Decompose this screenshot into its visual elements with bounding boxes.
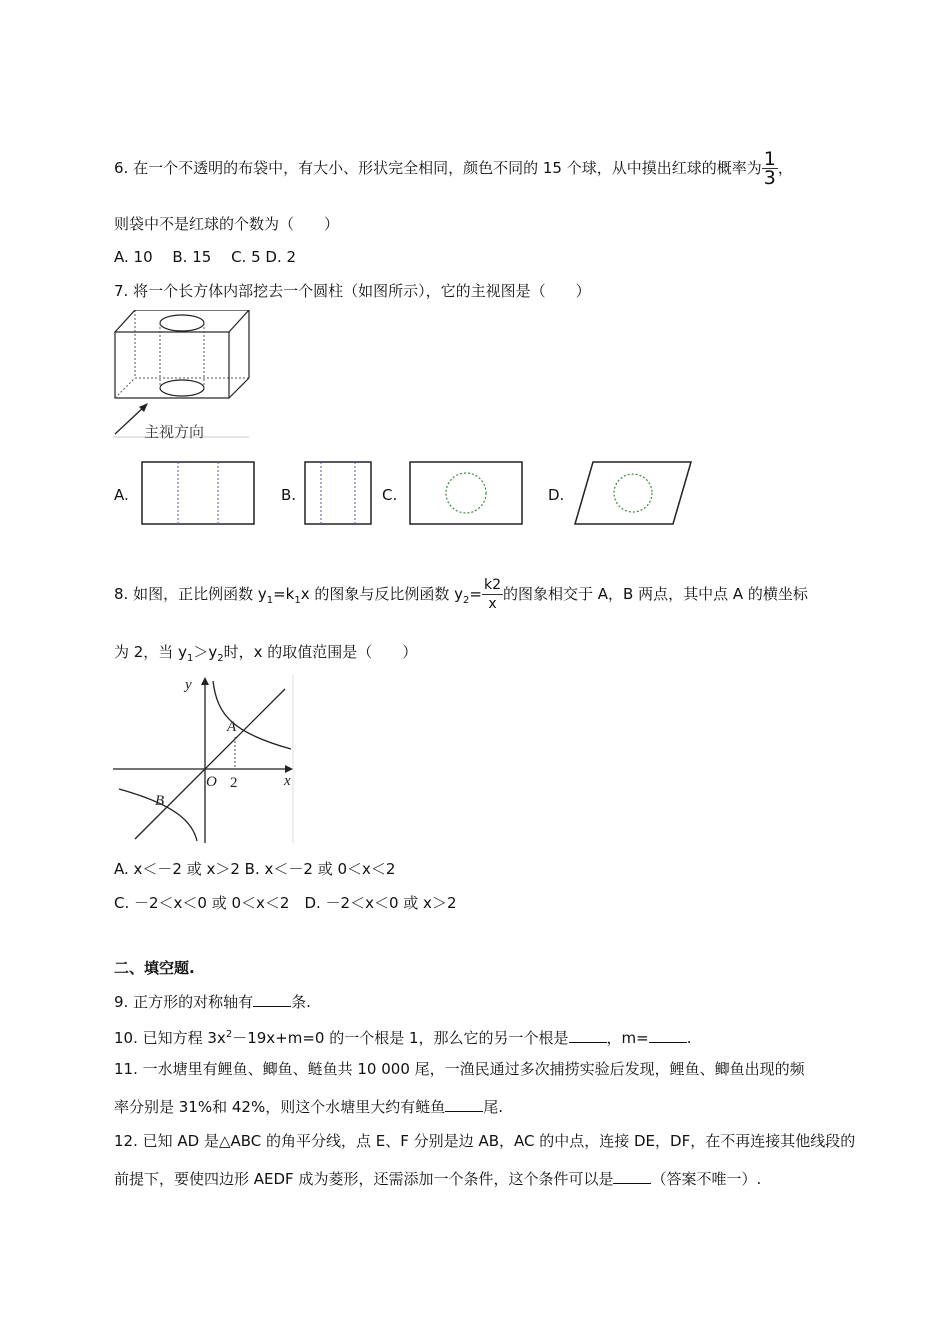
q8-line2-a: 为 2，当 y — [114, 643, 187, 661]
q7-cuboid-figure — [113, 310, 253, 438]
q8-frac-num: k2 — [484, 577, 502, 593]
q8-line1 — [114, 574, 808, 621]
q6-fraction — [762, 150, 778, 187]
q6-text-b: ， — [777, 159, 793, 177]
q8-sub1: 1 — [266, 595, 274, 606]
q8-fraction — [482, 576, 503, 613]
q9-text-b: 条. — [291, 993, 311, 1011]
q12-blank[interactable] — [613, 1169, 651, 1184]
tick-2-label: 2 — [230, 775, 238, 791]
q9-blank[interactable] — [253, 992, 291, 1007]
q8-line2-c: 时，x 的取值范围是（ ） — [223, 643, 418, 661]
q6-options: A. 10 B. 15 C. 5 D. 2 — [114, 248, 297, 266]
q6-line2: 则袋中不是红球的个数为（ ） — [114, 215, 340, 233]
q6-frac-num: 1 — [763, 148, 776, 170]
q7-option-a-label: A. — [114, 486, 129, 504]
q8-text-a: 8. 如图，正比例函数 y — [114, 585, 267, 603]
q8-graph — [113, 675, 298, 845]
q10-text-c: ，m= — [606, 1029, 649, 1047]
q12-line2 — [114, 1169, 761, 1189]
q10-blank-2[interactable] — [649, 1028, 687, 1043]
q8-text-d: = — [469, 585, 482, 603]
q8-line2 — [114, 642, 417, 669]
q6-frac-den: 3 — [763, 167, 776, 189]
section2-title: 二、填空题. — [114, 959, 195, 977]
q7-option-a-figure — [140, 460, 258, 526]
q8-options-1: A. x＜－2 或 x＞2 B. x＜－2 或 0＜x＜2 — [114, 860, 396, 878]
q12-line2-b: （答案不唯一）. — [651, 1170, 762, 1188]
q10-line — [114, 1025, 692, 1048]
origin-label: O — [206, 774, 217, 790]
q7-option-d-label: D. — [548, 486, 565, 504]
q6-text-a: 6. 在一个不透明的布袋中，有大小、形状完全相同，颜色不同的 15 个球，从中摸出红球的概率为 — [114, 159, 762, 177]
q12-line2-a: 前提下，要使四边形 AEDF 成为菱形，还需添加一个条件，这个条件可以是 — [114, 1170, 614, 1188]
proportional-line — [135, 689, 285, 839]
q7-text: 7. 将一个长方体内部挖去一个圆柱（如图所示），它的主视图是（ ） — [114, 282, 591, 300]
q6-line1 — [114, 150, 793, 187]
q11-line2-b: 尾. — [483, 1098, 503, 1116]
q10-blank-1[interactable] — [569, 1028, 607, 1043]
q11-line2 — [114, 1097, 503, 1117]
q7-option-b-label: B. — [281, 486, 297, 504]
q7-option-b-figure — [303, 460, 375, 526]
q8-line2-sub2: 2 — [217, 653, 224, 664]
q7-option-c-label: C. — [382, 486, 398, 504]
q8-sub-k1: 1 — [294, 595, 301, 606]
q8-options-2: C. －2＜x＜0 或 0＜x＜2 D. －2＜x＜0 或 x＞2 — [114, 894, 457, 912]
point-a-label: A — [227, 719, 237, 735]
q8-sub2: 2 — [463, 595, 470, 606]
q10-text-d: . — [686, 1029, 692, 1047]
q8-text-e: 的图象相交于 A，B 两点，其中点 A 的横坐标 — [503, 585, 808, 603]
q8-text-c: x 的图象与反比例函数 y — [300, 585, 464, 603]
q8-text-b: =k — [273, 585, 295, 603]
q9-text-a: 9. 正方形的对称轴有 — [114, 993, 254, 1011]
point-b-label: B — [155, 793, 165, 809]
q11-blank[interactable] — [445, 1097, 483, 1112]
q10-text-a: 10. 已知方程 3x — [114, 1029, 226, 1047]
q9-line — [114, 992, 311, 1012]
q7-option-c-figure — [408, 460, 526, 526]
hyperbola-branch-1 — [213, 681, 291, 749]
q10-sup: 2 — [225, 1029, 233, 1040]
q10-text-b: －19x+m=0 的一个根是 1，那么它的另一个根是 — [232, 1029, 569, 1047]
view-direction-label: 主视方向 — [144, 423, 205, 441]
q11-line2-a: 率分别是 31%和 42%，则这个水塘里大约有鲢鱼 — [114, 1098, 446, 1116]
q8-line2-sub1: 1 — [186, 653, 194, 664]
q8-frac-den: x — [488, 596, 497, 612]
q7-option-d-figure — [573, 460, 695, 526]
q8-line2-b: ＞y — [193, 643, 218, 661]
q12-line1: 12. 已知 AD 是△ABC 的角平分线，点 E、F 分别是边 AB，AC 的中点，连接 DE，DF，在不再连接其他线段的 — [114, 1132, 856, 1150]
y-label: y — [185, 677, 192, 693]
x-label: x — [284, 773, 291, 789]
q11-line1: 11. 一水塘里有鲤鱼、鲫鱼、鲢鱼共 10 000 尾，一渔民通过多次捕捞实验后发现，鲤鱼、鲫鱼出现的频 — [114, 1060, 805, 1078]
